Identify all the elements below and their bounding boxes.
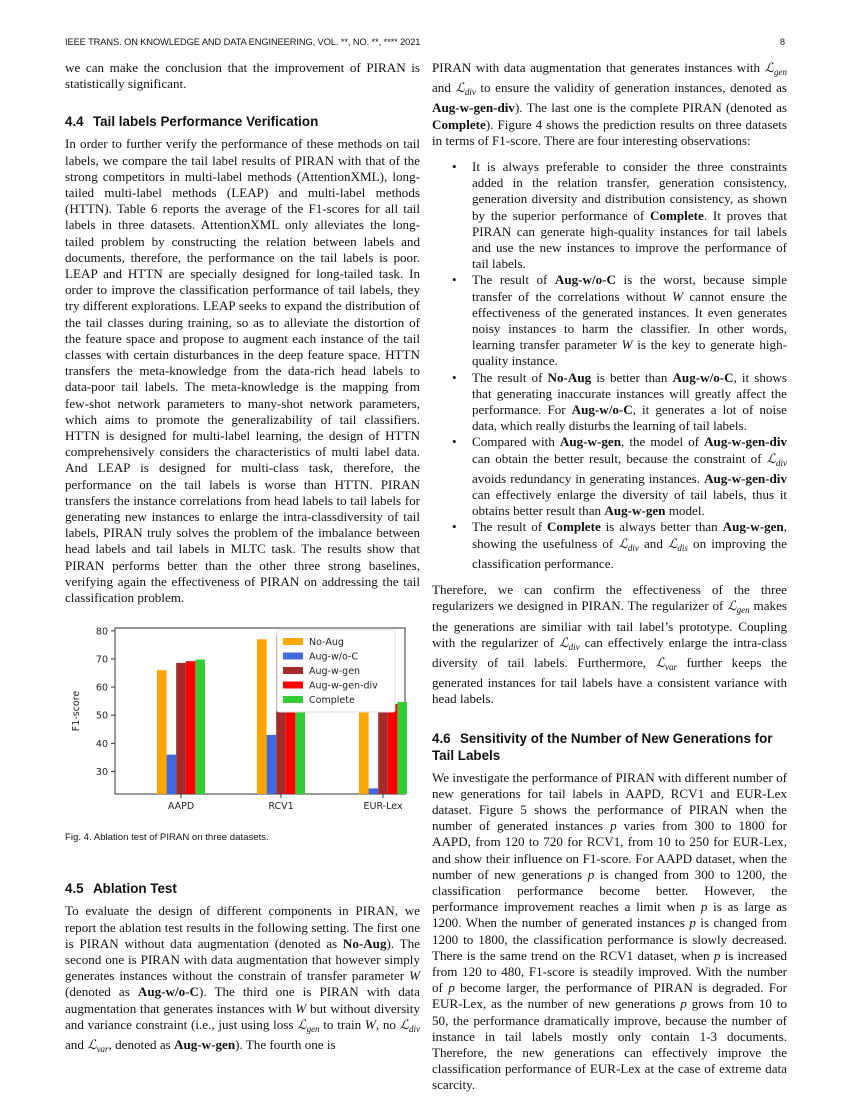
legend-label: Aug-w-gen-div <box>309 680 378 692</box>
y-tick-label: 80 <box>95 626 108 638</box>
x-tick-label: RCV1 <box>268 801 294 813</box>
list-item: • Compared with Aug-w-gen, the model of Aug-w-gen-div can obtain the better result, because the constraint of ℒ$_{div}$ avoids redundancy in generating instances. Aug-w-gen-div can effectively enlarge the diversity of tail labels, thus it obtains better result than Aug-w-gen model. <box>432 434 787 519</box>
legend-swatch <box>283 653 303 660</box>
section-4-4-heading: 4.4 Tail labels Performance Verification <box>65 114 319 130</box>
bar <box>378 707 388 795</box>
legend-label: Aug-w-gen <box>309 666 361 678</box>
bar <box>167 755 177 794</box>
intro-paragraph: we can make the conclusion that the improvement of PIRAN is statistically significant. <box>65 60 420 92</box>
bar <box>397 702 407 794</box>
section-4-4-body: In order to further verify the performance of these methods on tail labels, we compare the tail label results of PIRAN with that of the strong competitors in multi-label methods (AttentionXML), long-tailed multi-label methods (LEAP) and multi-label methods (HTTN). Table 6 reports the average of the F1-scores for all tail labels in three datasets. AttentionXML only alleviates the long-tailed problem by constructing the relation between labels and documents, therefore, the performance on the tail labels is poor. LEAP and HTTN are specially designed for long-tailed task. In order to improve the classification performance of tail labels, they try different explorations. LEAP seeks to expand the distribution of the tail classes during training, so as to alleviate the distortion of the feature space and propose to augment each instance of the tail classes with certain disturbances in the deep feature space. HTTN transfers the meta-knowledge from the data-rich head labels to data-poor tail labels. The meta-knowledge is the mapping from few-shot network parameters to many-shot network parameters, which aims to promote the generalizability of tail classifiers. HTTN is designed for multi-label learning, the design of HTTN comprehensively considers the characteristics of multi label data. And LEAP is designed for multi-class task, therefore, the performance on the tail labels is worse than HTTN. PIRAN transfers the instance correlations from head labels to tail labels for generating new instances to enlarge the intra-classdiversity of tail labels, PIRAN truly solves the problem of the imbalance between head labels and tail labels in MLTC task. The results show that PIRAN performs better than the other three strong baselines, verifying again the effectiveness of PIRAN on addressing the tail classification problem. <box>65 136 420 606</box>
list-item: • The result of Complete is always better than Aug-w-gen, showing the usefulness of ℒ$_{div}$ and ℒ$_{dis}$ on improving the classification performance. <box>432 519 787 572</box>
ablation-bar-chart <box>65 624 420 824</box>
bar <box>267 735 277 794</box>
legend-swatch <box>283 682 303 689</box>
right-column <box>432 60 787 1094</box>
y-tick-label: 40 <box>95 739 108 751</box>
ablation-continued-paragraph: PIRAN with data augmentation that generates instances with ℒ$_{gen}$ and ℒ$_{div}$ to ensure the validity of generation instances, denoted as Aug-w-gen-div). The last one is the complete PIRAN (denoted as Complete). Figure 4 shows the prediction results on three datasets in terms of F1-score. There are four interesting observations: <box>432 60 787 148</box>
bar <box>157 671 167 795</box>
bar <box>195 660 205 794</box>
legend-label: Aug-w/o-C <box>309 651 358 663</box>
legend-swatch <box>283 638 303 645</box>
therefore-paragraph: Therefore, we can confirm the effectiveness of the three regularizers we designed in PIRAN. The regularizer of ℒ$_{gen}$ makes the generations are similiar with tail label’s prototype. Coupling with the regularizer of ℒ$_{div}$ can effectively enlarge the intra-class diversity of tail labels. Furthermore, ℒ$_{var}$ further keeps the generated instances for tail labels have a consistent variance with head labels. <box>432 582 787 707</box>
left-column <box>65 60 420 1057</box>
bar <box>257 640 267 795</box>
bar <box>186 661 196 794</box>
x-tick-label: EUR-Lex <box>363 801 403 813</box>
x-tick-label: AAPD <box>167 801 195 813</box>
bar <box>359 710 369 794</box>
page-number: 8 <box>779 37 785 47</box>
section-4-5-body: To evaluate the design of different components in PIRAN, we report the ablation test results in the following setting. The first one is PIRAN without data augmentation (denoted as No-Aug). The second one is PIRAN with data augmentation that however simply generates instances without the constrain of transfer parameter W (denoted as Aug-w/o-C). The third one is PIRAN with data augmentation that generates instances with W but without diversity and variance constraint (i.e., just using loss ℒ$_{gen}$ to train W, no ℒ$_{div}$ and ℒ$_{var}$, denoted as Aug-w-gen). The fourth one is <box>65 903 421 1054</box>
section-4-5-heading: 4.5 Ablation Test <box>65 881 177 897</box>
chart-canvas <box>65 624 420 824</box>
legend-label: Complete <box>309 695 355 707</box>
section-4-6-heading: 4.6 Sensitivity of the Number of New Generations for Tail Labels <box>432 730 773 763</box>
y-axis-label: F1-score <box>71 691 82 732</box>
y-tick-label: 60 <box>95 682 108 694</box>
legend-swatch <box>283 696 303 703</box>
section-4-6-body: We investigate the performance of PIRAN with different number of new generations for tail labels in AAPD, RCV1 and EUR-Lex dataset. Figure 5 shows the performance of PIRAN when the number of generated instances p varies from 300 to 1800 for AAPD, from 120 to 720 for RCV1, from 10 to 250 for EUR-Lex, and show their influence on F1-score. For AAPD dataset, when the number of new generations p is changed from 300 to 1200, the classification performance become better. However, the performance improvement reaches a limit when p is as large as 1200. When the number of generated instances p is changed from 1200 to 1800, the classification performance is slowly decreased. There is the same trend on the RCV1 dataset, when p is increased from 120 to 480, F1-score is steadily improved. With the number of p become larger, the performance of PIRAN is degraded. For EUR-Lex, as the number of new generations p grows from 10 to 50, the performance dramatically improve, because the number of instance in tail labels mostly only contain 1-3 documents. Therefore, the new generations can effectively improve the classification performance of EUR-Lex at the case of extreme data scarcity. <box>432 769 787 1093</box>
y-tick-label: 50 <box>95 711 108 723</box>
legend-swatch <box>283 667 303 674</box>
bar <box>388 704 398 794</box>
list-item: • The result of Aug-w/o-C is the worst, because simple transfer of the correlations without W cannot ensure the effectiveness of the generated instances. It even generates noisy instances to harm the classifier. In other words, learning transfer parameter W is the key to generate high-quality instance. <box>432 272 787 369</box>
bar <box>176 663 186 794</box>
legend-label: No-Aug <box>309 637 344 649</box>
y-tick-label: 30 <box>95 767 108 779</box>
observations-list <box>432 159 787 572</box>
figure-4-caption: Fig. 4. Ablation test of PIRAN on three datasets. <box>65 832 269 844</box>
list-item: • It is always preferable to consider the three constraints added in the relation transfer, generation consistency, generation diversity and distribution consistency, as shown by the superior performance of Complete. It proves that PIRAN can generate high-quality instances for tail labels and use the new instances to improve the performance of tail labels. <box>432 159 787 272</box>
journal-title: IEEE TRANS. ON KNOWLEDGE AND DATA ENGINEERING, VOL. **, NO. **, **** 2021 <box>65 37 421 47</box>
list-item: • The result of No-Aug is better than Aug-w/o-C, it shows that generating inaccurate instances will greatly affect the performance. For Aug-w/o-C, it generates a lot of noise data, which really disturbs the learning of tail labels. <box>432 370 787 435</box>
bar <box>369 789 379 795</box>
y-tick-label: 70 <box>95 654 108 666</box>
running-header <box>65 37 785 47</box>
